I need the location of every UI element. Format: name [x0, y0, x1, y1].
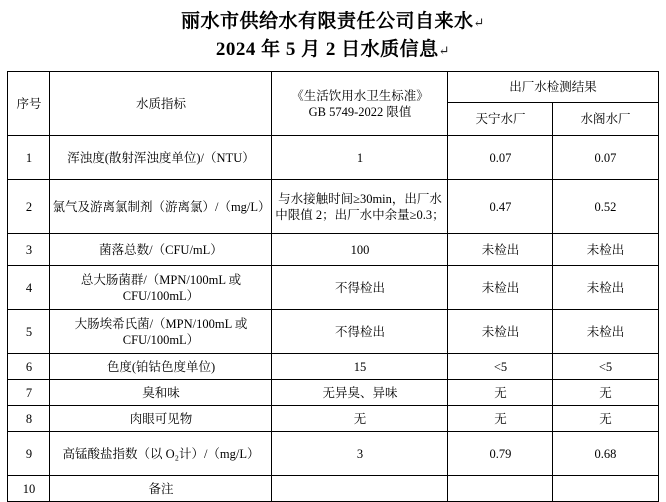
table-row: [8, 234, 658, 266]
cell-result-plant-2: 无: [553, 380, 658, 406]
cell-result-plant-1: 无: [448, 406, 553, 432]
cell-index: 8: [8, 406, 50, 432]
cell-note-label: 备注: [50, 476, 272, 502]
cell-indicator: 臭和味: [50, 380, 272, 406]
header-limit-line-2: GB 5749-2022 限值: [308, 104, 412, 119]
cell-index: 4: [8, 266, 50, 310]
cell-result-plant-1: 0.07: [448, 136, 553, 180]
table-row: [8, 180, 658, 234]
cell-indicator: 菌落总数/（CFU/mL）: [50, 234, 272, 266]
page-title-line-2: [0, 36, 666, 64]
cell-indicator: 浑浊度(散射浑浊度单位)/（NTU）: [50, 136, 272, 180]
header-result-plant-2: 水阁水厂: [553, 103, 658, 136]
header-limit-line-1: 《生活饮用水卫生标准》: [291, 88, 429, 103]
table-row: [8, 354, 658, 380]
cell-index: 10: [8, 476, 50, 502]
water-quality-table: [7, 71, 658, 502]
cell-index: 6: [8, 354, 50, 380]
cell-index: 2: [8, 180, 50, 234]
cell-limit: 无: [272, 406, 448, 432]
cell-index: 3: [8, 234, 50, 266]
cell-result-plant-2: 0.07: [553, 136, 658, 180]
cell-result-plant-1: 无: [448, 380, 553, 406]
header-limit: [272, 72, 448, 136]
table-row: [8, 380, 658, 406]
cell-result-plant-1: 未检出: [448, 266, 553, 310]
cell-result-plant-2: 0.68: [553, 432, 658, 476]
paragraph-mark-icon: ↵: [438, 43, 451, 58]
cell-indicator: 肉眼可见物: [50, 406, 272, 432]
cell-indicator: 高锰酸盐指数（以 O₂计）/（mg/L）: [50, 432, 272, 476]
table-row: [8, 406, 658, 432]
cell-limit: 不得检出: [272, 310, 448, 354]
cell-limit: 不得检出: [272, 266, 448, 310]
cell-result-plant-2: 未检出: [553, 266, 658, 310]
header-indicator: 水质指标: [50, 72, 272, 136]
cell-note-plant-1: [448, 476, 553, 502]
page-title-line-1: [0, 8, 666, 36]
cell-limit: 与水接触时间≥30min，出厂水中限值 2；出厂水中余量≥0.3；: [272, 180, 448, 234]
page-title-text-2: 2024 年 5 月 2 日水质信息: [215, 39, 439, 60]
cell-note-limit: [272, 476, 448, 502]
cell-result-plant-1: 0.47: [448, 180, 553, 234]
table-row: [8, 266, 658, 310]
header-results-group: 出厂水检测结果: [448, 72, 658, 103]
cell-indicator: 总大肠菌群/（MPN/100mL 或 CFU/100mL）: [50, 266, 272, 310]
header-result-plant-1: 天宁水厂: [448, 103, 553, 136]
cell-limit: 3: [272, 432, 448, 476]
cell-result-plant-1: 0.79: [448, 432, 553, 476]
paragraph-mark-icon: ↵: [473, 15, 485, 30]
cell-result-plant-1: 未检出: [448, 310, 553, 354]
cell-result-plant-2: 0.52: [553, 180, 658, 234]
cell-result-plant-2: 未检出: [553, 234, 658, 266]
table-row: [8, 432, 658, 476]
document-title-block: [0, 0, 666, 64]
cell-indicator: 氯气及游离氯制剂（游离氯）/（mg/L）: [50, 180, 272, 234]
table-row: [8, 136, 658, 180]
cell-note-plant-2: [553, 476, 658, 502]
cell-index: 7: [8, 380, 50, 406]
cell-indicator: 色度(铂钴色度单位): [50, 354, 272, 380]
cell-index: 5: [8, 310, 50, 354]
table-header-row-1: [8, 72, 658, 103]
header-index: 序号: [8, 72, 50, 136]
cell-result-plant-2: <5: [553, 354, 658, 380]
page-title-text-1: 丽水市供给水有限责任公司自来水: [181, 11, 474, 32]
cell-result-plant-1: <5: [448, 354, 553, 380]
cell-limit: 无异臭、异味: [272, 380, 448, 406]
cell-result-plant-2: 无: [553, 406, 658, 432]
table-row: [8, 310, 658, 354]
cell-result-plant-1: 未检出: [448, 234, 553, 266]
table-row-note: [8, 476, 658, 502]
cell-result-plant-2: 未检出: [553, 310, 658, 354]
cell-limit: 100: [272, 234, 448, 266]
cell-index: 1: [8, 136, 50, 180]
cell-limit: 15: [272, 354, 448, 380]
cell-indicator: 大肠埃希氏菌/（MPN/100mL 或 CFU/100mL）: [50, 310, 272, 354]
cell-index: 9: [8, 432, 50, 476]
cell-limit: 1: [272, 136, 448, 180]
